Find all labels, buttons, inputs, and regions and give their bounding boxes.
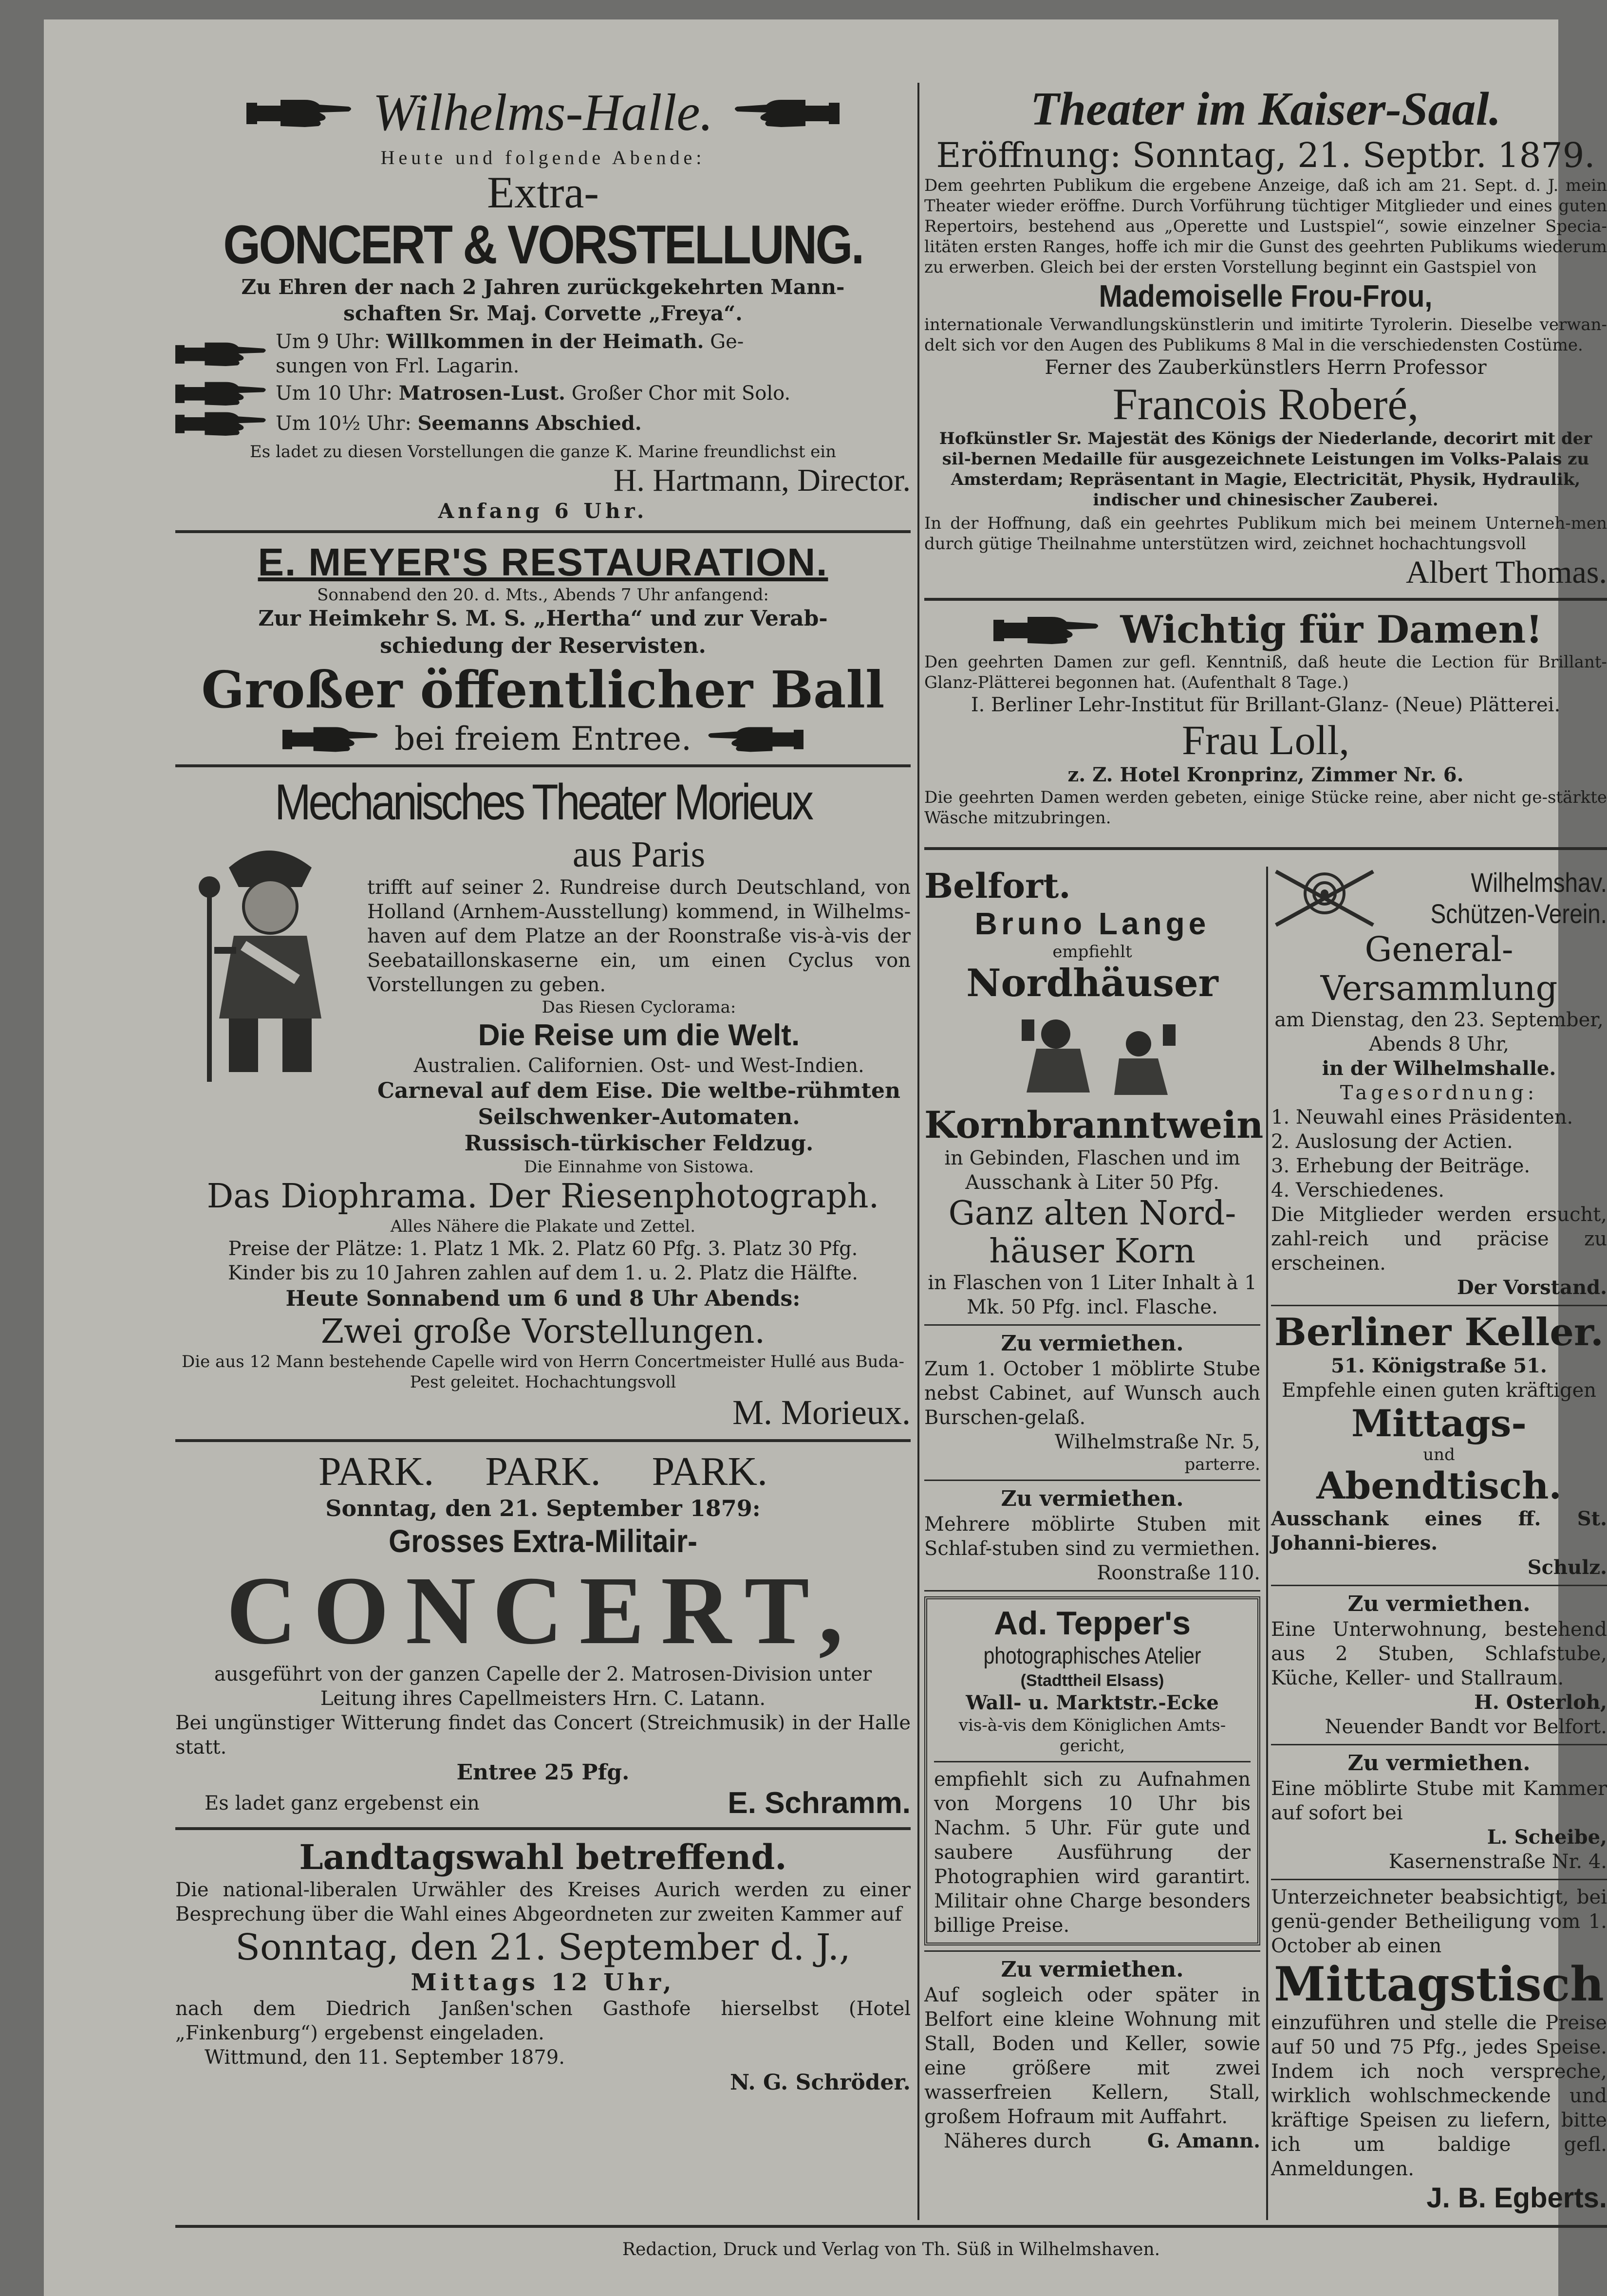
vermieth2-text: Mehrere möblirte Stuben mit Schlaf-stuben sind zu vermiethen. <box>924 1513 1260 1560</box>
morieux-kinder: Kinder bis zu 10 Jahren zahlen auf dem 1. u. 2. Platz die Hälfte. <box>228 1262 858 1284</box>
programme-note: sungen von Frl. Lagarin. <box>276 355 520 377</box>
morieux-cyclorama: Das Riesen Cyclorama: <box>542 998 736 1017</box>
left-column <box>175 83 911 2096</box>
meyer-entry: bei freiem Entree. <box>394 720 692 758</box>
landtag-place: nach dem Diedrich Janßen'schen Gasthofe hierselbst (Hotel „Finkenburg“) ergebenst eingeladen. <box>175 1998 911 2044</box>
wilhelms-halle-headline: GONCERT & VORSTELLUNG. <box>223 214 863 275</box>
schuetzen-tag: Tagesordnung: <box>1340 1082 1538 1104</box>
damen-title: Wichtig für Damen! <box>1120 608 1543 652</box>
morieux-feldzug: Russisch-türkischer Feldzug. <box>464 1131 814 1156</box>
vermieth3-sign: G. Amann. <box>1147 2129 1260 2152</box>
keller-title: Berliner Keller. <box>1274 1310 1604 1354</box>
damen-hotel: z. Z. Hotel Kronprinz, Zimmer Nr. 6. <box>1067 763 1464 786</box>
programme-title: Matrosen-Lust. <box>398 382 565 405</box>
kaisersaal-opening: Eröffnung: Sonntag, 21. Septbr. 1879. <box>936 135 1595 175</box>
morieux-zwei: Zwei große Vorstellungen. <box>320 1313 766 1351</box>
divider <box>924 598 1607 601</box>
egberts-title: Mittagstisch <box>1274 1957 1604 2012</box>
egberts-sign: J. B. Egberts. <box>1426 2182 1607 2214</box>
keller-und: und <box>1423 1445 1455 1464</box>
egberts-text-1: Unterzeichneter beabsichtigt, bei genü-gender Betheiligung vom 1. October ab einen <box>1271 1886 1607 1957</box>
ad-vermiethen-5 <box>1271 1750 1607 1874</box>
vermieth4-sign: H. Osterloh, <box>1474 1691 1607 1714</box>
drinking-men-illustration <box>924 1005 1260 1102</box>
ad-berliner-keller <box>1271 1311 1607 1580</box>
ad-meyer-restauration <box>175 540 911 758</box>
damen-text-1: Den geehrten Damen zur gefl. Kenntniß, daß heute die Lection für Brillant-Glanz-Plätterei begonnen hat. (Aufenthalt 8 Tage.) <box>924 652 1607 692</box>
vermieth3-text: Auf sogleich oder später in Belfort eine kleine Wohnung mit Stall, Boden und Keller, sowie eine größere mit zwei wasserfreien Kellern, Stall, großem Hofraum mit Auffahrt. <box>924 1984 1260 2128</box>
park-title: PARK. PARK. PARK. <box>318 1449 768 1494</box>
landtag-time: Mittags 12 Uhr, <box>411 1969 675 1996</box>
footer-imprint: Redaction, Druck und Verlag von Th. Süß in Wilhelmshaven. <box>622 2240 1160 2259</box>
divider <box>924 847 1607 850</box>
keller-empf: Empfehle einen guten kräftigen <box>1281 1379 1597 1402</box>
morieux-sign: M. Morieux. <box>732 1393 911 1432</box>
pointing-hand-icon <box>175 339 268 369</box>
park-entree: Entree 25 Pfg. <box>456 1760 630 1785</box>
wilhelms-halle-director: H. Hartmann, Director. <box>613 463 911 498</box>
vermieth5-text: Eine möblirte Stube mit Kammer auf sofort bei <box>1271 1778 1607 1824</box>
ad-vermiethen-2 <box>924 1486 1260 1585</box>
park-date: Sonntag, den 21. September 1879: <box>325 1495 761 1521</box>
pointing-hand-icon <box>246 96 354 130</box>
meyer-ball: Großer öffentlicher Ball <box>201 660 885 720</box>
programme-note: Ge- <box>704 331 744 353</box>
ad-vermiethen-4 <box>1271 1591 1607 1739</box>
wilhelms-halle-invite: Es ladet zu diesen Vorstellungen die ganze K. Marine freundlichst ein <box>249 442 837 462</box>
belfort-empfiehlt: empfiehlt <box>1052 942 1132 962</box>
morieux-carneval: Carneval auf dem Eise. Die weltbe-rühmten Seilschwenker-Automaten. <box>377 1078 900 1129</box>
vermieth4-title: Zu vermiethen. <box>1347 1592 1531 1616</box>
right-column <box>924 83 1607 828</box>
morieux-sistowa: Die Einnahme von Sistowa. <box>523 1157 754 1177</box>
park-sign: E. Schramm. <box>728 1786 911 1820</box>
programme-time: Um 9 Uhr: <box>276 331 387 353</box>
park-ausgefuehrt: ausgeführt von der ganzen Capelle der 2. Matrosen-Division unter Leitung ihres Capellmeisters Hrn. C. Latann. <box>214 1663 872 1710</box>
keller-mittags: Mittags- <box>1351 1402 1527 1445</box>
wilhelms-halle-extra: Extra- <box>487 167 599 217</box>
target-rifles-icon <box>1271 867 1378 930</box>
schuetzen-sign: Der Vorstand. <box>1457 1276 1607 1299</box>
kaisersaal-mlle: Mademoiselle Frou-Frou, <box>1099 278 1433 314</box>
morieux-heute: Heute Sonnabend um 6 und 8 Uhr Abends: <box>285 1286 801 1311</box>
kaisersaal-text-4: In der Hoffnung, daß ein geehrtes Publikum mich bei meinem Unterneh-men durch gütige Theilnahme unterstützen wird, zeichnet hochachtungsvoll <box>924 514 1607 554</box>
wilhelms-halle-subtitle: Heute und folgende Abende: <box>380 147 706 168</box>
schuetzen-gen-1: General- <box>1364 929 1514 969</box>
schuetzen-name-2: Schützen-Verein. <box>1430 898 1607 929</box>
vermieth2-title: Zu vermiethen. <box>1001 1486 1184 1511</box>
belfort-korn: Kornbranntwein <box>924 1103 1264 1147</box>
landtag-ort: Wittmund, den 11. September 1879. <box>205 2046 565 2069</box>
belfort-name: Bruno Lange <box>974 906 1210 941</box>
schuetzen-place: in der Wilhelmshalle. <box>1322 1057 1556 1080</box>
divider <box>175 764 911 767</box>
morieux-capelle: Die aus 12 Mann bestehende Capelle wird von Herrn Concertmeister Hullé aus Buda-Pest geleitet. Hochachtungsvoll <box>181 1352 905 1392</box>
vermieth1-addr-1: Wilhelmstraße Nr. 5, <box>1054 1431 1260 1453</box>
meyer-line-1: Zur Heimkehr S. M. S. „Hertha“ und zur Verab- <box>258 606 828 631</box>
programme-title: Seemanns Abschied. <box>417 412 642 435</box>
divider <box>175 1827 911 1830</box>
programme-title: Willkommen in der Heimath. <box>386 330 704 353</box>
ad-theater-kaiser-saal <box>924 83 1607 591</box>
morieux-plakate: Alles Nähere die Plakate und Zettel. <box>390 1217 696 1236</box>
morieux-preise: Preise der Plätze: 1. Platz 1 Mk. 2. Platz 60 Pfg. 3. Platz 30 Pfg. <box>228 1238 858 1260</box>
schuetzen-text: Die Mitglieder werden ersucht, zahl-reich und präcise zu erscheinen. <box>1271 1204 1607 1275</box>
schuetzen-name-1: Wilhelmshav. <box>1471 867 1607 898</box>
kaisersaal-title: Theater im Kaiser-Saal. <box>1030 83 1501 135</box>
park-ladet: Es ladet ganz ergebenst ein <box>205 1792 480 1815</box>
programme-item-1 <box>276 330 744 378</box>
pointing-hand-icon <box>282 723 380 755</box>
ad-mittagstisch <box>1271 1885 1607 2215</box>
tepper-title: Ad. Tepper's <box>993 1605 1191 1642</box>
landtag-title: Landtagswahl betreffend. <box>299 1837 787 1877</box>
morieux-reise: Die Reise um die Welt. <box>478 1018 800 1052</box>
wilhelms-halle-start: Anfang 6 Uhr. <box>438 499 648 523</box>
newspaper-page <box>44 19 1607 2296</box>
vermieth5-addr: Kasernenstraße Nr. 4. <box>1388 1851 1607 1873</box>
ad-vermiethen-3 <box>924 1957 1260 2153</box>
honor-line-2: schaften Sr. Maj. Corvette „Freya“. <box>343 301 743 325</box>
right-column-a <box>924 866 1264 2153</box>
meyer-title: E. MEYER'S RESTAURATION. <box>258 540 828 584</box>
programme-item-2 <box>276 381 790 406</box>
schuetzen-item-3: 3. Erhebung der Beiträge. <box>1271 1155 1531 1177</box>
divider <box>924 1950 1260 1952</box>
ad-tepper <box>924 1596 1260 1945</box>
tepper-stadt: (Stadttheil Elsass) <box>1020 1671 1164 1690</box>
vermieth3-title: Zu vermiethen. <box>1001 1957 1184 1982</box>
kaisersaal-text-2: internationale Verwandlungskünstlerin und imitirte Tyrolerin. Dieselbe verwan-delt sich vor den Augen des Publikums 8 Mal in die verschiedensten Costüme. <box>924 315 1607 355</box>
landtag-date: Sonntag, den 21. September d. J., <box>235 1926 851 1968</box>
vermieth1-title: Zu vermiethen. <box>1001 1331 1184 1356</box>
ad-morieux <box>175 774 911 1432</box>
ad-wilhelms-halle <box>175 83 911 523</box>
morieux-places: Australien. Californien. Ost- und West-Indien. <box>413 1055 864 1077</box>
tepper-ecke: Wall- u. Marktstr.-Ecke <box>966 1691 1219 1714</box>
schuetzen-item-4: 4. Verschiedenes. <box>1271 1179 1444 1202</box>
pointing-hand-icon <box>989 613 1105 647</box>
pointing-hand-icon <box>706 723 804 755</box>
column-divider-right <box>1266 867 1268 2220</box>
divider <box>1271 1585 1607 1586</box>
kaisersaal-sign: Albert Thomas. <box>1405 555 1607 590</box>
kaisersaal-ferner: Ferner des Zauberkünstlers Herrn Professor <box>1045 356 1487 379</box>
ad-belfort <box>924 866 1264 1319</box>
schuetzen-date: am Dienstag, den 23. September, Abends 8 Uhr, <box>1274 1009 1604 1055</box>
programme-item-3 <box>276 411 642 436</box>
pointing-hand-icon <box>175 408 268 439</box>
ad-wichtig-fuer-damen <box>924 608 1607 828</box>
belfort-ganz-1: Ganz alten Nord- <box>948 1194 1236 1233</box>
belfort-text-2: in Flaschen von 1 Liter Inhalt à 1 Mk. 50 Pfg. incl. Flasche. <box>928 1272 1257 1318</box>
programme-note: Großer Chor mit Solo. <box>565 382 791 405</box>
tepper-visavis: vis-à-vis dem Königlichen Amts-gericht, <box>958 1716 1226 1756</box>
divider <box>924 1480 1260 1481</box>
landtag-text: Die national-liberalen Urwähler des Kreises Aurich werden zu einer Besprechung über die Wahl eines Abgeordneten zur zweiten Kammer auf <box>175 1879 911 1926</box>
vermieth3-naeheres: Näheres durch <box>944 2130 1091 2152</box>
damen-text-2: Die geehrten Damen werden gebeten, einige Stücke reine, aber nicht ge-stärkte Wäsche mitzubringen. <box>924 788 1607 828</box>
divider <box>1271 1744 1607 1745</box>
wilhelms-halle-title: Wilhelms-Halle. <box>373 84 713 142</box>
damen-inst: I. Berliner Lehr-Institut für Brillant-Glanz- (Neue) Plätterei. <box>971 694 1561 716</box>
programme-time: Um 10½ Uhr: <box>276 412 418 435</box>
divider <box>934 1761 1251 1762</box>
schuetzen-item-1: 1. Neuwahl eines Präsidenten. <box>1271 1106 1573 1129</box>
tepper-sub: photographisches Atelier <box>983 1643 1201 1669</box>
egberts-text-2: einzuführen und stelle die Preise auf 50 und 75 Pfg., jedes Speise. Indem ich noch verspreche, wirklich wohlschmeckende und kräftige Speisen zu liefern, bitte ich um baldige gefl. Anmeldungen. <box>1271 2012 1607 2180</box>
vermieth1-text: Zum 1. October 1 möblirte Stube nebst Cabinet, auf Wunsch auch Burschen-gelaß. <box>924 1358 1260 1429</box>
vermieth2-addr: Roonstraße 110. <box>1097 1562 1260 1584</box>
column-divider <box>917 83 919 2220</box>
vermieth5-title: Zu vermiethen. <box>1347 1751 1531 1776</box>
belfort-ganz-2: häuser Korn <box>989 1232 1196 1271</box>
ad-vermiethen-1 <box>924 1331 1260 1475</box>
divider <box>175 1439 911 1442</box>
morieux-text: trifft auf seiner 2. Rundreise durch Deutschland, von Holland (Arnhem-Ausstellung) kommend, in Wilhelms-haven auf dem Platze an der Roonstraße vis-à-vis der Seebataillonskaserne ein, um einen Cyclus von Vorstellungen zu geben. <box>367 876 911 996</box>
ad-park <box>175 1449 911 1820</box>
belfort-nordhaeuser: Nordhäuser <box>966 961 1218 1005</box>
footer-divider <box>175 2225 1607 2228</box>
automaton-figure-illustration <box>175 833 360 1087</box>
ad-landtagswahl <box>175 1837 911 2096</box>
honor-line-1: Zu Ehren der nach 2 Jahren zurückgekehrten Mann- <box>241 275 845 299</box>
keller-sign: Schulz. <box>1527 1556 1607 1579</box>
meyer-line-2: schiedung der Reservisten. <box>380 633 706 658</box>
kaisersaal-robere: Francois Roberé, <box>1112 379 1419 429</box>
keller-addr: 51. Königstraße 51. <box>1331 1354 1547 1377</box>
divider <box>924 1324 1260 1326</box>
ad-schuetzen-verein <box>1271 867 1607 1300</box>
belfort-text-1: in Gebinden, Flaschen und im Ausschank à Liter 50 Pfg. <box>944 1147 1240 1194</box>
keller-abend: Abendtisch. <box>1316 1464 1562 1507</box>
park-witterung: Bei ungünstiger Witterung findet das Concert (Streichmusik) in der Halle statt. <box>175 1712 911 1759</box>
vermieth1-addr-2: parterre. <box>1184 1455 1260 1474</box>
park-grosses: Grosses Extra-Militair- <box>389 1523 697 1559</box>
morieux-title: Mechanisches Theater Morieux <box>275 774 811 831</box>
right-column-b <box>1271 867 1607 2215</box>
schuetzen-item-2: 2. Auslosung der Actien. <box>1271 1130 1513 1153</box>
vermieth4-addr: Neuender Bandt vor Belfort. <box>1325 1716 1607 1738</box>
divider <box>924 1590 1260 1592</box>
belfort-title: Belfort. <box>924 866 1071 906</box>
keller-text: Ausschank eines ff. St. Johanni-bieres. <box>1271 1507 1607 1555</box>
damen-name: Frau Loll, <box>1182 717 1349 763</box>
morieux-from: aus Paris <box>572 834 706 875</box>
divider <box>1271 1305 1607 1306</box>
morieux-dioph: Das Diophrama. Der Riesenphotograph. <box>206 1177 879 1216</box>
meyer-date: Sonnabend den 20. d. Mts., Abends 7 Uhr anfangend: <box>317 585 769 605</box>
divider <box>175 530 911 533</box>
pointing-hand-icon <box>175 378 268 408</box>
vermieth5-sign: L. Scheibe, <box>1487 1826 1607 1849</box>
park-concert: CONCERT, <box>226 1557 860 1665</box>
kaisersaal-text-1: Dem geehrten Publikum die ergebene Anzeige, daß ich am 21. Sept. d. J. mein Theater wieder eröffne. Durch Vorführung tüchtiger Mitglieder und eines guten Repertoirs, bestehend aus „Operette und Lustspiel“, sowie einzelner Specia-litäten ersten Ranges, hoffe ich mir die Gunst des geehrten Publikums wiederum zu erwerben. Gleich bei der ersten Vorstellung beginnt ein Gastspiel von <box>924 176 1607 277</box>
pointing-hand-icon <box>732 96 840 130</box>
programme-time: Um 10 Uhr: <box>276 382 399 405</box>
tepper-text: empfiehlt sich zu Aufnahmen von Morgens 10 Uhr bis Nachm. 5 Uhr. Für gute und saubere Ausführung der Photographien wird garantirt. Militair ohne Charge besonders billige Preise. <box>934 1768 1251 1937</box>
landtag-sign: N. G. Schröder. <box>730 2070 911 2095</box>
kaisersaal-text-3: Hofkünstler Sr. Majestät des Königs der Niederlande, decorirt mit der sil-bernen Medaille für ausgezeichnete Leistungen im Volks-Palais zu Amsterdam; Repräsentant in Magie, Electricität, Physik, Hydraulik, indischer und chinesischer Zauberei. <box>939 429 1592 510</box>
vermieth4-text: Eine Unterwohnung, bestehend aus 2 Stuben, Schlafstube, Küche, Keller- und Stallraum. <box>1271 1618 1607 1689</box>
schuetzen-gen-2: Versammlung <box>1320 968 1558 1008</box>
divider <box>1271 1879 1607 1880</box>
